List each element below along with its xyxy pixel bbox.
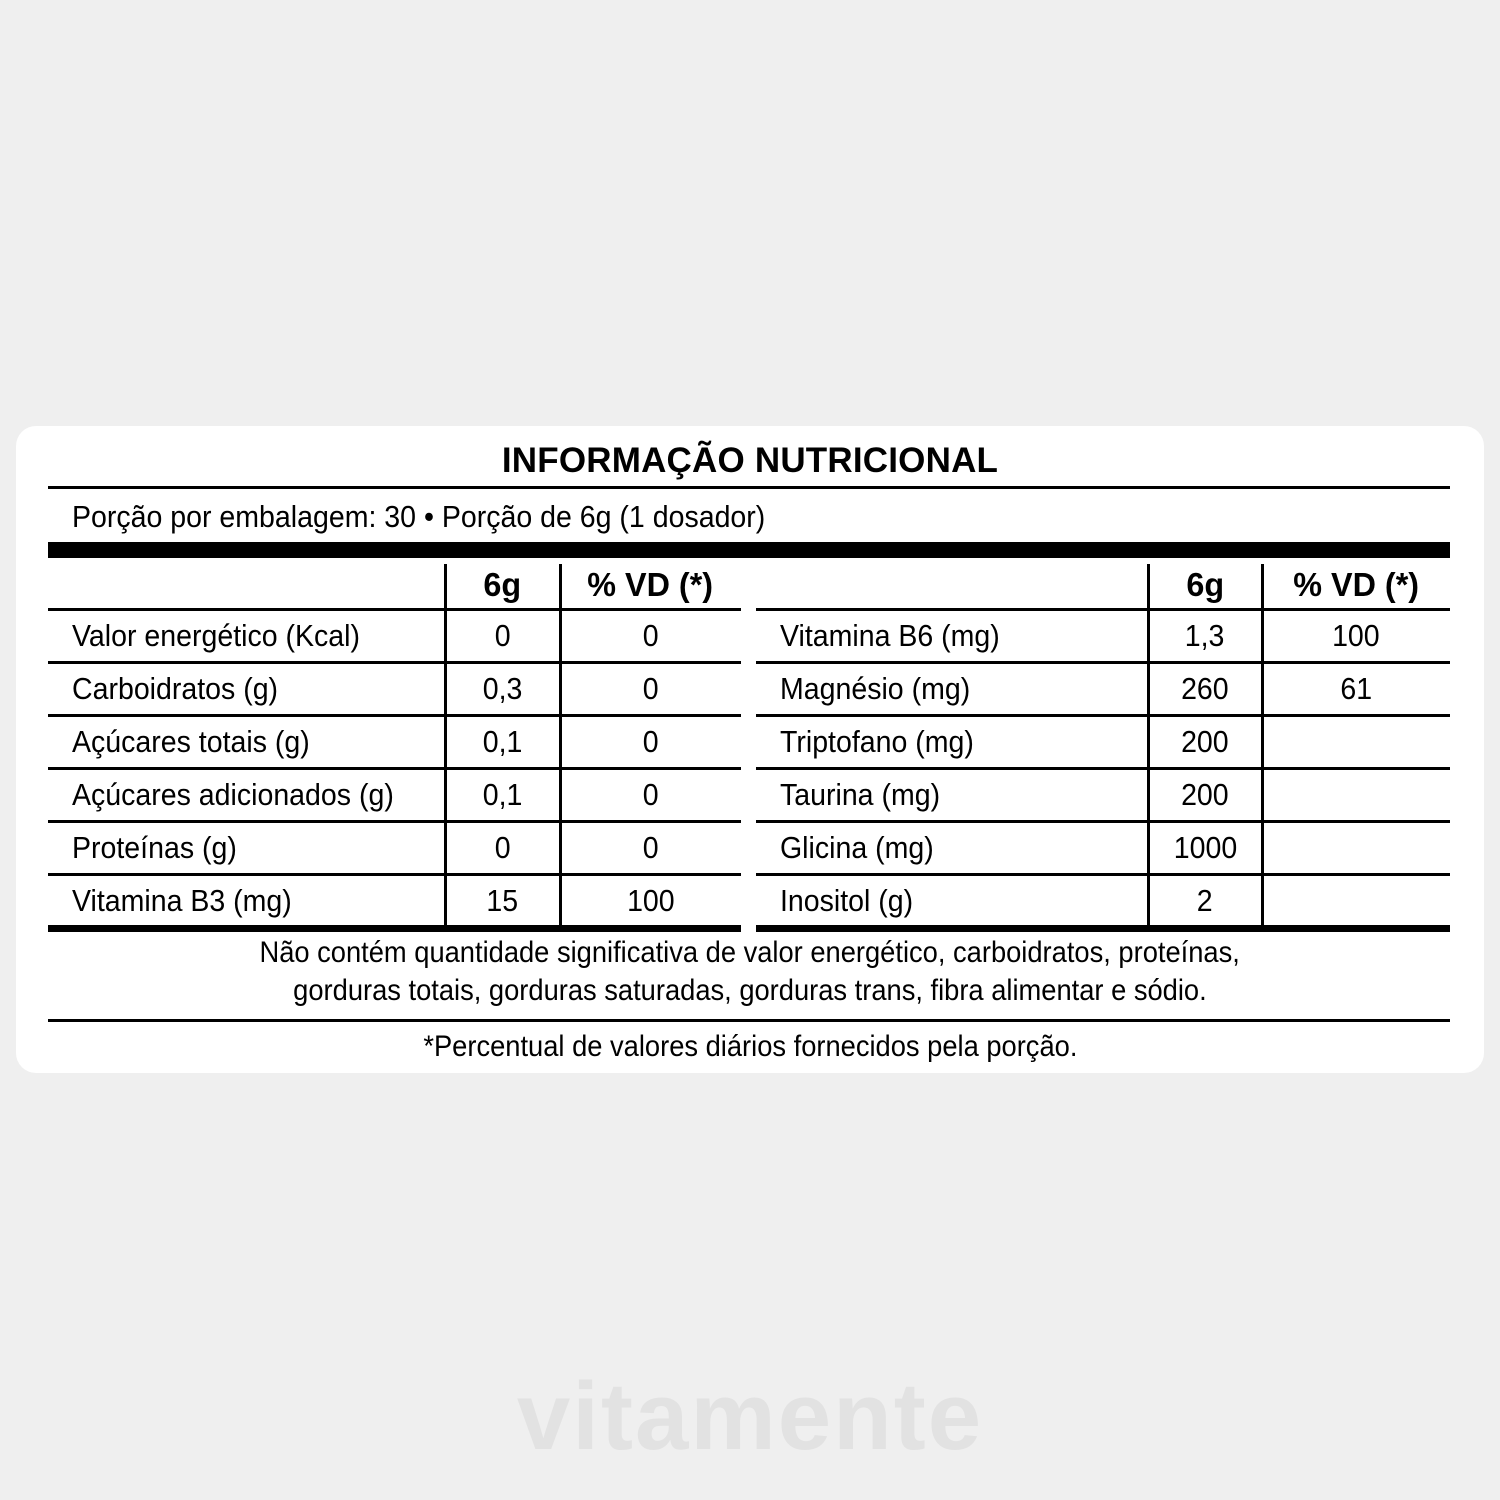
nutrient-name: Vitamina B6 (mg) bbox=[780, 618, 1000, 653]
header-portion: 6g bbox=[483, 565, 522, 603]
nutrient-amount: 0 bbox=[494, 830, 511, 865]
nutrient-name: Proteínas (g) bbox=[72, 830, 237, 865]
table-row bbox=[756, 876, 1450, 926]
nutrient-amount: 260 bbox=[1181, 671, 1229, 706]
nutrient-name: Carboidratos (g) bbox=[72, 671, 279, 706]
nutrient-name: Vitamina B3 (mg) bbox=[72, 883, 292, 918]
column-divider bbox=[1147, 564, 1150, 931]
table-header-row bbox=[48, 561, 741, 608]
nutrient-amount: 0,1 bbox=[482, 724, 523, 759]
footnote-divider bbox=[48, 1019, 1450, 1022]
nutrient-name: Inositol (g) bbox=[780, 883, 914, 918]
nutrient-amount: 200 bbox=[1181, 777, 1229, 812]
table-row bbox=[756, 823, 1450, 873]
table-bottom-border bbox=[48, 925, 741, 932]
nutrient-daily-value: 0 bbox=[642, 777, 659, 812]
nutrient-amount: 200 bbox=[1181, 724, 1229, 759]
nutrient-daily-value: 0 bbox=[642, 671, 659, 706]
header-portion: 6g bbox=[1186, 565, 1224, 603]
nutrient-daily-value bbox=[1262, 876, 1450, 926]
table-row bbox=[756, 770, 1450, 820]
table-row bbox=[756, 664, 1450, 714]
table-row bbox=[48, 664, 741, 714]
table-row bbox=[756, 611, 1450, 661]
thick-divider bbox=[48, 542, 1450, 558]
title-divider bbox=[48, 486, 1450, 489]
disclaimer-line-1: Não contém quantidade significativa de valor energético, carboidratos, proteínas, bbox=[259, 936, 1241, 969]
nutrient-daily-value bbox=[1262, 823, 1450, 873]
nutrient-name: Magnésio (mg) bbox=[780, 671, 971, 706]
column-divider bbox=[444, 564, 447, 931]
nutrient-daily-value: 100 bbox=[626, 883, 675, 918]
nutrient-name: Triptofano (mg) bbox=[780, 724, 974, 759]
nutrient-name: Açúcares adicionados (g) bbox=[72, 777, 394, 812]
nutrient-name: Açúcares totais (g) bbox=[72, 724, 310, 759]
header-daily-value: % VD (*) bbox=[587, 565, 714, 603]
column-divider bbox=[1261, 564, 1264, 931]
header-daily-value: % VD (*) bbox=[1293, 565, 1419, 603]
nutrient-amount: 1,3 bbox=[1185, 618, 1225, 653]
serving-info: Porção por embalagem: 30 • Porção de 6g (1 dosador) bbox=[72, 499, 766, 534]
nutrient-amount: 2 bbox=[1197, 883, 1213, 918]
table-row bbox=[48, 611, 741, 661]
nutrient-name: Taurina (mg) bbox=[780, 777, 941, 812]
table-row bbox=[756, 717, 1450, 767]
nutrient-daily-value: 0 bbox=[642, 618, 659, 653]
nutrient-name: Valor energético (Kcal) bbox=[72, 618, 360, 653]
nutrient-name: Glicina (mg) bbox=[780, 830, 934, 865]
column-divider bbox=[559, 564, 562, 931]
nutrient-daily-value: 100 bbox=[1332, 618, 1380, 653]
table-row bbox=[48, 823, 741, 873]
nutrient-daily-value: 61 bbox=[1340, 671, 1372, 706]
nutrient-daily-value bbox=[1262, 770, 1450, 820]
table-row bbox=[48, 770, 741, 820]
disclaimer-line-2: gorduras totais, gorduras saturadas, gorduras trans, fibra alimentar e sódio. bbox=[293, 974, 1207, 1007]
brand-watermark: vitamente bbox=[516, 1363, 984, 1470]
table-row bbox=[48, 717, 741, 767]
nutrient-amount: 0,3 bbox=[482, 671, 523, 706]
table-row bbox=[48, 876, 741, 926]
table-bottom-border bbox=[756, 925, 1450, 932]
table-header-row bbox=[756, 561, 1450, 608]
nutrient-daily-value: 0 bbox=[642, 830, 659, 865]
nutrient-daily-value: 0 bbox=[642, 724, 659, 759]
nutrient-amount: 15 bbox=[486, 883, 519, 918]
label-title: INFORMAÇÃO NUTRICIONAL bbox=[501, 441, 999, 480]
nutrient-amount: 0 bbox=[494, 618, 511, 653]
nutrient-daily-value bbox=[1262, 717, 1450, 767]
nutrient-amount: 1000 bbox=[1173, 830, 1237, 865]
footnote: *Percentual de valores diários fornecidos pela porção. bbox=[422, 1030, 1078, 1063]
nutrient-amount: 0,1 bbox=[482, 777, 523, 812]
